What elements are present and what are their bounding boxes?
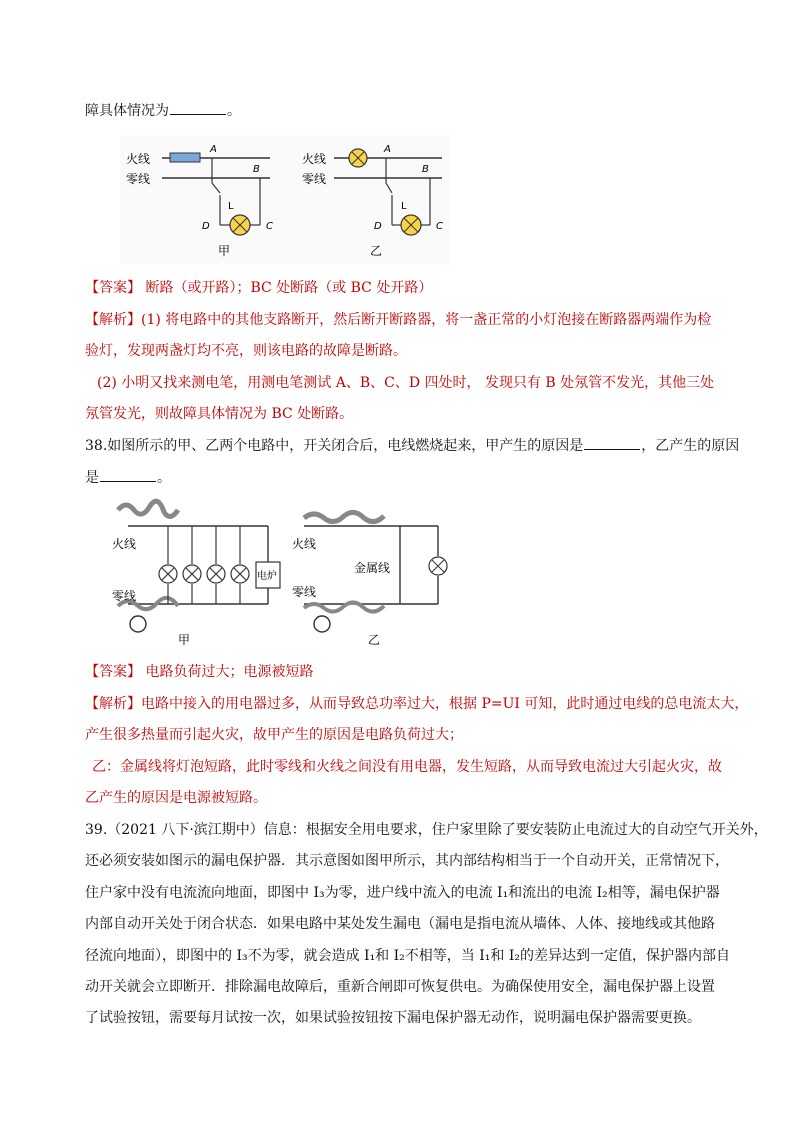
flame-icon	[118, 501, 178, 516]
q37-answer-text: 断路（或开路）；BC 处断路（或 BC 处开路）	[145, 280, 433, 296]
q39-line6: 动开关就会立即断开．排除漏电故障后，重新合闸即可恢复供电。为确保使用安全，漏电保护器上设置	[85, 979, 715, 995]
plug-icon	[314, 616, 330, 632]
q37-yi-label: 乙	[370, 244, 383, 258]
q37-jia-label: 甲	[218, 244, 231, 258]
q38-blank-1	[584, 436, 640, 450]
q37-jia-point-b: B	[253, 164, 260, 175]
q38-answer-text: 电路负荷过大；电源被短路	[145, 664, 314, 680]
q38-analysis-line2: 产生很多热量而引起火灾，故甲产生的原因是电路负荷过大；	[85, 727, 463, 743]
q39-line2: 还必须安装如图示的漏电保护器．其示意图如图甲所示，其内部结构相当于一个自动开关，正常情况下，	[85, 853, 729, 869]
q37-analysis-line1: 【解析】(1) 将电路中的其他支路断开，然后断开断路器，将一盏正常的小灯泡接在断路器两端作为检	[85, 312, 712, 328]
q37-yi-neutral-label: 零线	[302, 172, 327, 186]
q38-circuit-figure	[108, 496, 470, 648]
q37-circuit-figure	[120, 135, 450, 265]
q37-analysis-line4: 氖管发光，则故障具体情况为 BC 处断路。	[85, 406, 354, 422]
q39-line3: 住户家中没有电流流向地面，即图中 I₃为零，进户线中流入的电流 I₁和流出的电流 I₂相等，漏电保护器	[85, 885, 720, 901]
q37-jia-neutral-label: 零线	[126, 172, 151, 186]
q39-line1: 39.（2021 八下·滨江期中）信息：根据安全用电要求，住户家里除了要安装防止电流过大的自动空气开关外，	[85, 822, 768, 838]
q37-yi-point-d: D	[374, 221, 382, 232]
plug-icon	[130, 616, 146, 632]
q38-yi-live-label: 火线	[292, 537, 317, 551]
q38-blank-2	[100, 468, 156, 482]
q38-question-line2: 是 。	[85, 470, 171, 486]
q38-question-line1: 38.如图所示的甲、乙两个电路中，开关闭合后，电线燃烧起来，甲产生的原因是 ，乙产生的原因	[85, 438, 740, 454]
q37-yi-lamp-l: L	[401, 201, 407, 212]
q37-continuation-line	[85, 101, 241, 120]
flame-icon	[304, 512, 384, 521]
q38-analysis-line1: 【解析】电路中接入的用电器过多，从而导致总功率过大，根据 P=UI 可知，此时通过电线的总电流太大，	[85, 696, 749, 712]
q39-line5: 径流向地面），即图中的 I₃不为零，就会造成 I₁和 I₂不相等，当 I₁和 I₂的差异达到一定值，保护器内部自	[85, 948, 730, 964]
q37-answer-blank	[170, 101, 226, 115]
analysis-tag: 【解析】	[85, 696, 141, 712]
q38-jia-live-label: 火线	[112, 537, 137, 551]
analysis-tag: 【解析】	[85, 312, 141, 328]
q38-analysis-line4: 乙产生的原因是电源被短路。	[85, 790, 267, 806]
q37-yi-live-label: 火线	[302, 152, 327, 166]
q37-analysis-line3: (2) 小明又找来测电笔，用测电笔测试 A、B、C、D 四处时， 发现只有 B 处氖管不发光，其他三处	[97, 375, 715, 391]
answer-tag: 【答案】	[85, 664, 141, 680]
q37-jia-live-label: 火线	[126, 152, 151, 166]
q37-jia-point-d: D	[202, 221, 210, 232]
q37-tail-punct: 。	[227, 103, 241, 119]
q37-answer-line	[85, 279, 432, 297]
q37-yi-point-a: A	[384, 144, 391, 155]
q38-yi-label: 乙	[368, 633, 381, 647]
q38-yi-neutral-label: 零线	[292, 585, 317, 599]
q37-tail-text: 障具体情况为	[85, 103, 169, 119]
q39-line7: 了试验按钮，需要每月试按一次，如果试验按钮按下漏电保护器无动作，说明漏电保护器需要更换。	[85, 1010, 701, 1026]
answer-tag: 【答案】	[85, 280, 141, 296]
q38-analysis-line3: 乙：金属线将灯泡短路，此时零线和火线之间没有用电器，发生短路，从而导致电流过大引起火灾，故	[92, 759, 722, 775]
q38-jia-neutral-label: 零线	[112, 589, 137, 603]
q37-yi-point-c: C	[436, 221, 443, 232]
q39-line4: 内部自动开关处于闭合状态．如果电路中某处发生漏电（漏电是指电流从墙体、人体、接地线或其他路	[85, 916, 715, 932]
q38-answer-line	[85, 663, 313, 681]
q38-heater-label: 电炉	[257, 571, 277, 582]
q37-jia-point-c: C	[266, 221, 273, 232]
q37-analysis-line2: 验灯，发现两盏灯均不亮，则该电路的故障是断路。	[85, 343, 407, 359]
q37-yi-point-b: B	[422, 164, 429, 175]
q38-metal-wire-label: 金属线	[354, 561, 391, 575]
q37-jia-lamp-l: L	[228, 201, 234, 212]
fuse-icon	[170, 153, 200, 162]
q37-jia-point-a: A	[210, 144, 217, 155]
q38-jia-label: 甲	[178, 633, 191, 647]
